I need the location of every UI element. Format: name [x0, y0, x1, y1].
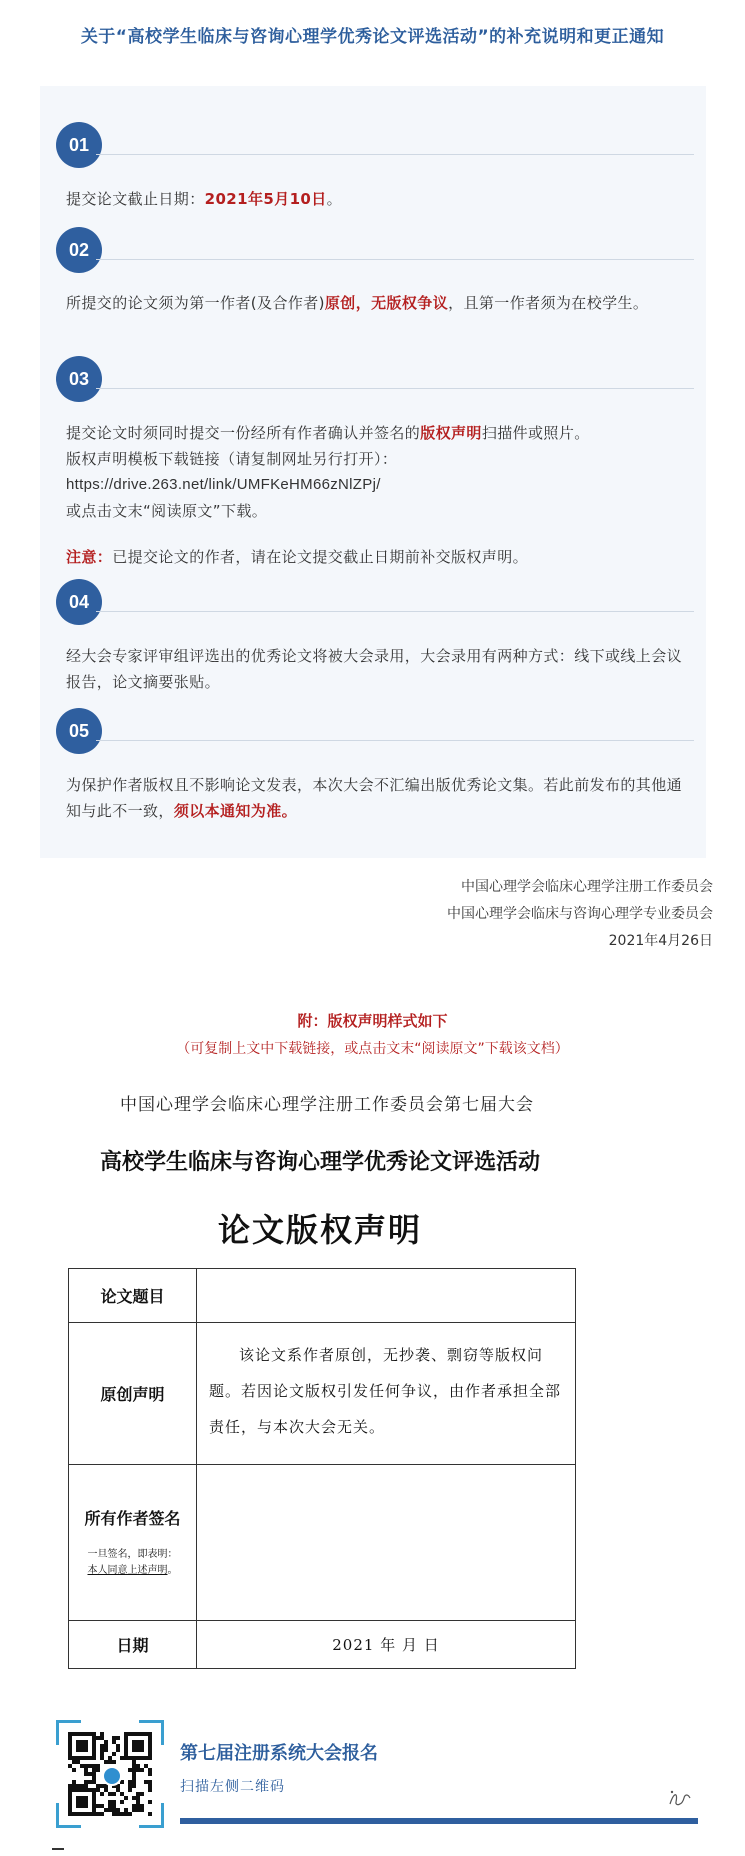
qr-module — [132, 1784, 136, 1788]
qr-module — [92, 1776, 96, 1780]
deadline-highlight: 2021年5月10日 — [204, 190, 327, 208]
qr-module — [92, 1812, 96, 1816]
qr-module — [108, 1808, 112, 1812]
qr-module — [72, 1760, 76, 1764]
qr-module — [116, 1812, 120, 1816]
download-link[interactable]: https://drive.263.net/link/UMFKeHM66zNlZPj/ — [66, 476, 381, 493]
qr-module — [92, 1736, 96, 1740]
qr-module — [84, 1756, 88, 1760]
footer-accent-bar — [180, 1818, 698, 1824]
qr-module — [140, 1808, 144, 1812]
signature-org-2: 中国心理学会临床与咨询心理学专业委员会 — [447, 906, 713, 922]
qr-module — [88, 1788, 92, 1792]
qr-module — [76, 1784, 80, 1788]
qr-module — [112, 1800, 116, 1804]
qr-module — [112, 1740, 116, 1744]
originality-text: 该论文系作者原创，无抄袭、剽窃等版权问题。若因论文版权引发任何争议，由作者承担全部责任，与本次大会无关。 — [209, 1346, 562, 1436]
qr-module — [136, 1756, 140, 1760]
qr-module — [104, 1808, 108, 1812]
qr-module — [76, 1800, 80, 1804]
section-header-02 — [56, 227, 694, 275]
qr-module — [128, 1812, 132, 1816]
qr-code[interactable] — [56, 1720, 164, 1828]
qr-module — [128, 1756, 132, 1760]
section-line: 版权声明模板下载链接（请复制网址另行打开）： — [66, 450, 398, 468]
qr-module — [68, 1808, 72, 1812]
qr-module — [80, 1796, 84, 1800]
qr-module — [140, 1756, 144, 1760]
qr-module — [148, 1780, 152, 1784]
qr-module — [132, 1744, 136, 1748]
qr-module — [112, 1752, 116, 1756]
qr-module — [72, 1788, 76, 1792]
qr-module — [96, 1764, 100, 1768]
qr-module — [136, 1744, 140, 1748]
qr-module — [72, 1812, 76, 1816]
qr-module — [148, 1740, 152, 1744]
date-label: 日期 — [69, 1621, 197, 1669]
section-body-01 — [66, 186, 688, 212]
qr-module — [100, 1752, 104, 1756]
qr-module — [112, 1812, 116, 1816]
qr-module — [84, 1740, 88, 1744]
originality-label: 原创声明 — [69, 1323, 197, 1465]
qr-module — [80, 1812, 84, 1816]
signature-org-1: 中国心理学会临床心理学注册工作委员会 — [461, 879, 713, 895]
qr-module — [96, 1784, 100, 1788]
qr-module — [120, 1792, 124, 1796]
qr-module — [96, 1736, 100, 1740]
qr-module — [112, 1804, 116, 1808]
qr-module — [84, 1772, 88, 1776]
qr-module — [84, 1744, 88, 1748]
qr-module — [92, 1800, 96, 1804]
document-conference: 中国心理学会临床心理学注册工作委员会第七届大会 — [120, 1095, 534, 1115]
qr-module — [88, 1764, 92, 1768]
section-body-02 — [66, 290, 688, 316]
qr-module — [128, 1732, 132, 1736]
qr-module — [124, 1744, 128, 1748]
table-row — [69, 1621, 576, 1669]
decorative-signature-icon — [666, 1786, 694, 1810]
qr-module — [120, 1756, 124, 1760]
table-row — [69, 1465, 576, 1621]
section-divider — [96, 388, 694, 389]
qr-module — [116, 1808, 120, 1812]
paper-title-field[interactable] — [197, 1269, 576, 1323]
qr-module — [76, 1732, 80, 1736]
qr-module — [80, 1800, 84, 1804]
qr-module — [128, 1768, 132, 1772]
section-text: 为保护作者版权且不影响论文发表，本次大会不汇编出版优秀论文集。若此前发布的其他通知与此不一致， — [66, 776, 683, 820]
note-line — [66, 544, 688, 570]
qr-module — [68, 1732, 72, 1736]
qr-module — [148, 1772, 152, 1776]
qr-module — [124, 1732, 128, 1736]
qr-module — [120, 1812, 124, 1816]
originality-highlight: 原创，无版权争议 — [324, 294, 449, 312]
qr-module — [132, 1796, 136, 1800]
qr-module — [100, 1812, 104, 1816]
qr-module — [112, 1760, 116, 1764]
qr-module — [112, 1736, 116, 1740]
qr-module — [140, 1804, 144, 1808]
qr-module — [76, 1748, 80, 1752]
qr-module — [116, 1788, 120, 1792]
qr-module — [112, 1808, 116, 1812]
qr-pattern — [68, 1732, 152, 1816]
document-event-title: 高校学生临床与咨询心理学优秀论文评选活动 — [99, 1149, 540, 1175]
qr-module — [104, 1760, 108, 1764]
qr-module — [100, 1732, 104, 1736]
qr-module — [148, 1736, 152, 1740]
section-text: 。 — [326, 190, 343, 208]
qr-module — [100, 1744, 104, 1748]
qr-module — [84, 1732, 88, 1736]
qr-module — [92, 1808, 96, 1812]
qr-module — [132, 1740, 136, 1744]
qr-module — [140, 1740, 144, 1744]
qr-module — [124, 1756, 128, 1760]
section-header-03 — [56, 356, 694, 404]
qr-module — [132, 1764, 136, 1768]
attachment-title: 附：版权声明样式如下 — [297, 1012, 448, 1030]
section-text: 提交论文时须同时提交一份经所有作者确认并签名的 — [66, 424, 421, 442]
section-text: 提交论文截止日期： — [66, 190, 205, 208]
qr-module — [136, 1804, 140, 1808]
qr-module — [116, 1748, 120, 1752]
section-divider — [96, 259, 694, 260]
footer-subtitle: 扫描左侧二维码 — [180, 1779, 285, 1795]
section-divider — [96, 740, 694, 741]
qr-module — [132, 1780, 136, 1784]
qr-module — [84, 1812, 88, 1816]
qr-module — [100, 1804, 104, 1808]
qr-module — [92, 1748, 96, 1752]
qr-module — [68, 1756, 72, 1760]
qr-module — [144, 1764, 148, 1768]
qr-module — [100, 1736, 104, 1740]
qr-module — [88, 1772, 92, 1776]
section-text: 扫描件或照片。 — [481, 424, 590, 442]
qr-module — [132, 1748, 136, 1752]
qr-module — [148, 1800, 152, 1804]
qr-module — [80, 1756, 84, 1760]
qr-module — [136, 1732, 140, 1736]
copyright-highlight: 版权声明 — [420, 424, 482, 442]
qr-module — [148, 1748, 152, 1752]
qr-module — [100, 1792, 104, 1796]
qr-module — [120, 1800, 124, 1804]
qr-module — [136, 1764, 140, 1768]
section-line: 或点击文末“阅读原文”下载。 — [66, 502, 268, 520]
footer-title: 第七届注册系统大会报名 — [180, 1743, 378, 1764]
qr-module — [104, 1740, 108, 1744]
qr-module — [68, 1744, 72, 1748]
qr-module — [76, 1744, 80, 1748]
qr-module — [140, 1768, 144, 1772]
signature-note-line — [69, 1563, 196, 1579]
section-divider — [96, 611, 694, 612]
qr-module — [96, 1768, 100, 1772]
qr-module — [132, 1768, 136, 1772]
qr-module — [144, 1780, 148, 1784]
section-header-04 — [56, 579, 694, 627]
qr-module — [132, 1776, 136, 1780]
qr-module — [108, 1800, 112, 1804]
qr-module — [72, 1784, 76, 1788]
qr-module — [128, 1784, 132, 1788]
section-number-badge: 04 — [56, 579, 102, 625]
qr-module — [108, 1792, 112, 1796]
qr-module — [132, 1756, 136, 1760]
qr-module — [76, 1740, 80, 1744]
qr-module — [84, 1780, 88, 1784]
qr-module — [132, 1808, 136, 1812]
qr-module — [80, 1740, 84, 1744]
table-row — [69, 1269, 576, 1323]
qr-module — [92, 1756, 96, 1760]
qr-module — [128, 1788, 132, 1792]
qr-module — [148, 1756, 152, 1760]
note-text: 已提交论文的作者，请在论文提交截止日期前补交版权声明。 — [112, 548, 529, 566]
notice-title: 关于“高校学生临床与咨询心理学优秀论文评选活动”的补充说明和更正通知 — [80, 27, 665, 47]
qr-module — [80, 1804, 84, 1808]
qr-module — [84, 1796, 88, 1800]
qr-module — [136, 1808, 140, 1812]
qr-module — [68, 1748, 72, 1752]
date-field[interactable]: 2021 年 月 日 — [197, 1621, 576, 1669]
qr-module — [80, 1788, 84, 1792]
qr-module — [148, 1784, 152, 1788]
qr-module — [148, 1732, 152, 1736]
qr-module — [124, 1812, 128, 1816]
qr-module — [88, 1812, 92, 1816]
qr-module — [76, 1756, 80, 1760]
qr-module — [144, 1732, 148, 1736]
qr-module — [148, 1812, 152, 1816]
qr-module — [92, 1764, 96, 1768]
qr-module — [148, 1788, 152, 1792]
spacer — [66, 524, 688, 544]
qr-module — [84, 1764, 88, 1768]
originality-cell — [197, 1323, 576, 1465]
section-divider — [96, 154, 694, 155]
section-body-03 — [66, 420, 688, 570]
qr-module — [72, 1732, 76, 1736]
qr-module — [124, 1748, 128, 1752]
qr-logo-icon — [102, 1766, 122, 1786]
qr-module — [124, 1796, 128, 1800]
qr-module — [116, 1736, 120, 1740]
qr-module — [136, 1748, 140, 1752]
qr-module — [136, 1768, 140, 1772]
qr-module — [84, 1800, 88, 1804]
qr-module — [132, 1772, 136, 1776]
qr-module — [112, 1792, 116, 1796]
signature-label-cell — [69, 1465, 197, 1621]
section-number-badge: 01 — [56, 122, 102, 168]
qr-module — [136, 1740, 140, 1744]
qr-module — [144, 1756, 148, 1760]
qr-module — [68, 1752, 72, 1756]
section-header-05 — [56, 708, 694, 756]
signature-note-underlined: 本人同意上述声明 — [87, 1565, 168, 1576]
signature-note-end: 。 — [167, 1565, 178, 1576]
qr-module — [80, 1732, 84, 1736]
qr-module — [92, 1768, 96, 1772]
qr-module — [92, 1752, 96, 1756]
qr-module — [148, 1744, 152, 1748]
qr-module — [80, 1744, 84, 1748]
qr-module — [92, 1740, 96, 1744]
qr-module — [124, 1740, 128, 1744]
section-number-badge: 05 — [56, 708, 102, 754]
qr-module — [80, 1784, 84, 1788]
qr-module — [76, 1812, 80, 1816]
qr-module — [68, 1804, 72, 1808]
qr-module — [136, 1800, 140, 1804]
qr-module — [116, 1744, 120, 1748]
qr-module — [68, 1736, 72, 1740]
qr-module — [76, 1804, 80, 1808]
qr-module — [100, 1784, 104, 1788]
final-highlight: 须以本通知为准。 — [173, 802, 298, 820]
attachment-subtitle: （可复制上文中下载链接，或点击文末“阅读原文”下载该文档） — [176, 1041, 569, 1057]
qr-module — [100, 1748, 104, 1752]
qr-module — [140, 1748, 144, 1752]
qr-module — [124, 1808, 128, 1812]
qr-module — [92, 1788, 96, 1792]
signature-date: 2021年4月26日 — [608, 933, 713, 949]
qr-module — [72, 1756, 76, 1760]
qr-module — [68, 1800, 72, 1804]
qr-module — [108, 1804, 112, 1808]
signature-field[interactable] — [197, 1465, 576, 1621]
qr-module — [92, 1792, 96, 1796]
qr-module — [132, 1760, 136, 1764]
signature-note-line: 一旦签名，即表明： — [87, 1549, 178, 1560]
qr-module — [108, 1760, 112, 1764]
bottom-dash — [52, 1848, 64, 1850]
qr-module — [92, 1796, 96, 1800]
section-line — [66, 420, 688, 446]
qr-module — [104, 1748, 108, 1752]
qr-module — [140, 1744, 144, 1748]
signature-note — [69, 1547, 196, 1579]
qr-module — [136, 1796, 140, 1800]
qr-module — [76, 1760, 80, 1764]
section-text: ，且第一作者须为在校学生。 — [448, 294, 649, 312]
qr-module — [84, 1784, 88, 1788]
qr-module — [92, 1780, 96, 1784]
qr-module — [92, 1804, 96, 1808]
qr-module — [92, 1772, 96, 1776]
section-header-01 — [56, 122, 694, 170]
qr-module — [68, 1788, 72, 1792]
section-number-badge: 03 — [56, 356, 102, 402]
qr-module — [88, 1732, 92, 1736]
qr-module — [68, 1812, 72, 1816]
qr-module — [128, 1780, 132, 1784]
qr-module — [72, 1780, 76, 1784]
qr-module — [84, 1788, 88, 1792]
section-text: 所提交的论文须为第一作者(及合作者) — [66, 294, 325, 312]
document-heading: 论文版权声明 — [217, 1211, 422, 1249]
table-row — [69, 1323, 576, 1465]
qr-module — [124, 1752, 128, 1756]
qr-module — [132, 1804, 136, 1808]
qr-module — [88, 1780, 92, 1784]
qr-module — [132, 1732, 136, 1736]
section-body-04: 经大会专家评审组评选出的优秀论文将被大会录用，大会录用有两种方式：线下或线上会议报告，论文摘要张贴。 — [66, 647, 683, 691]
qr-module — [68, 1764, 72, 1768]
qr-module — [68, 1796, 72, 1800]
qr-module — [96, 1812, 100, 1816]
qr-module — [88, 1756, 92, 1760]
qr-module — [104, 1744, 108, 1748]
qr-module — [84, 1804, 88, 1808]
qr-module — [140, 1732, 144, 1736]
qr-module — [148, 1752, 152, 1756]
qr-module — [80, 1748, 84, 1752]
qr-module — [100, 1756, 104, 1760]
qr-module — [68, 1740, 72, 1744]
qr-module — [96, 1788, 100, 1792]
qr-module — [108, 1756, 112, 1760]
qr-module — [76, 1788, 80, 1792]
qr-module — [140, 1792, 144, 1796]
note-label: 注意： — [66, 548, 113, 566]
qr-module — [68, 1792, 72, 1796]
qr-module — [68, 1784, 72, 1788]
qr-module — [72, 1768, 76, 1772]
paper-title-label: 论文题目 — [69, 1269, 197, 1323]
notice-box — [40, 86, 706, 858]
qr-module — [124, 1736, 128, 1740]
qr-module — [92, 1732, 96, 1736]
copyright-form-table — [68, 1268, 576, 1669]
qr-module — [92, 1744, 96, 1748]
qr-module — [84, 1748, 88, 1752]
qr-module — [76, 1796, 80, 1800]
qr-module — [136, 1792, 140, 1796]
qr-module — [96, 1804, 100, 1808]
signature-label: 所有作者签名 — [84, 1509, 181, 1528]
section-body-05 — [66, 772, 688, 824]
qr-module — [104, 1788, 108, 1792]
section-number-badge: 02 — [56, 227, 102, 273]
qr-module — [148, 1768, 152, 1772]
qr-module — [80, 1764, 84, 1768]
qr-module — [84, 1768, 88, 1772]
